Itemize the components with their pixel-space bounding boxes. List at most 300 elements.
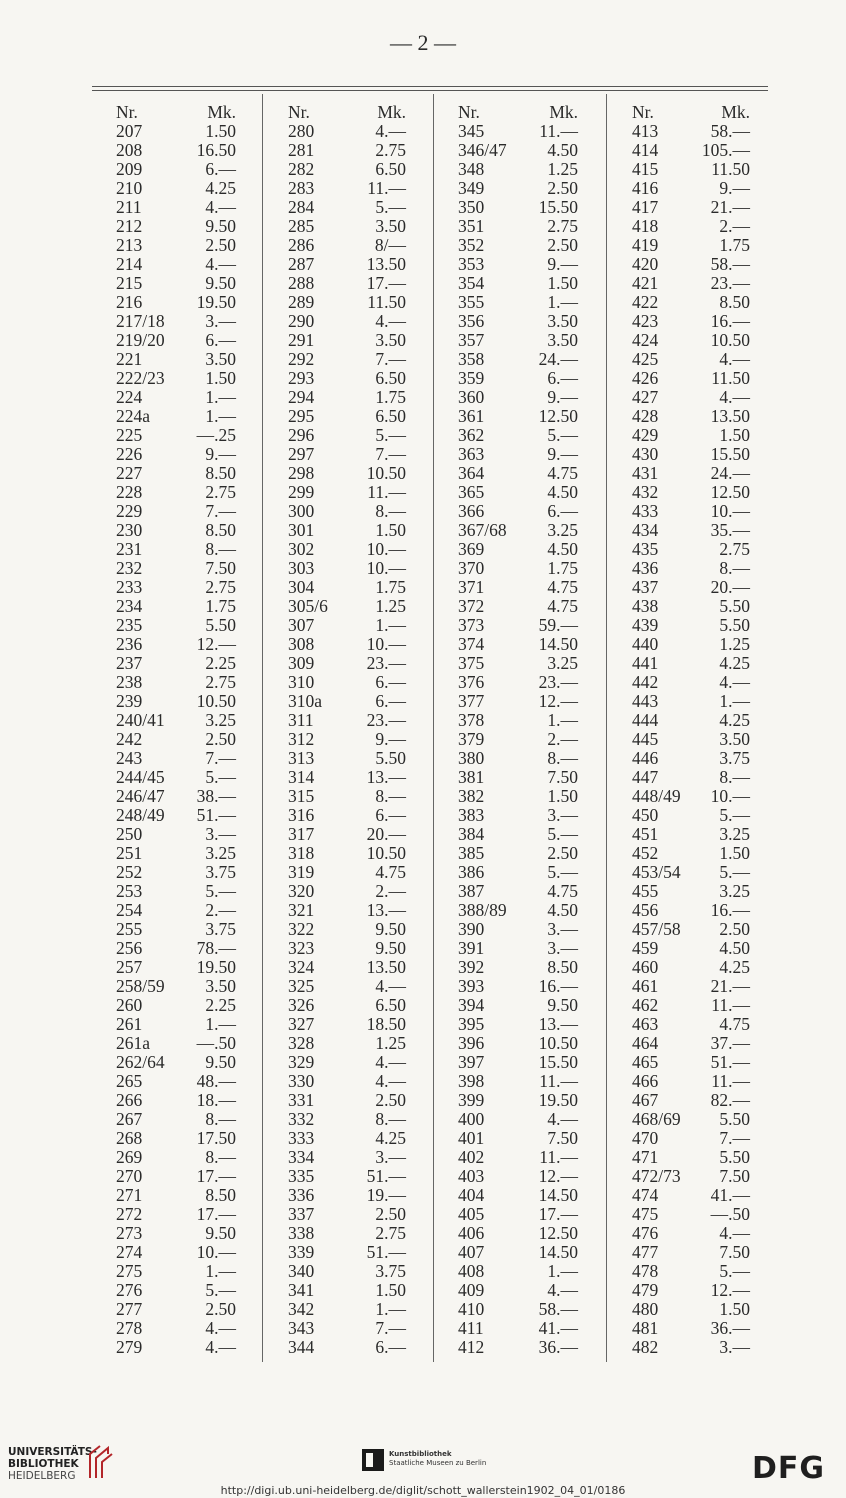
item-price: 9.— bbox=[205, 444, 236, 464]
table-row bbox=[116, 445, 236, 464]
item-price: 12.50 bbox=[538, 1223, 578, 1243]
item-price: 7.— bbox=[375, 1318, 406, 1338]
table-row bbox=[116, 711, 236, 730]
item-price: 11.— bbox=[539, 1071, 578, 1091]
table-row bbox=[458, 673, 578, 692]
item-price: 4.— bbox=[205, 254, 236, 274]
item-number: 477 bbox=[632, 1242, 659, 1262]
item-price: 3.— bbox=[205, 311, 236, 331]
item-number: 364 bbox=[458, 463, 485, 483]
table-row bbox=[458, 179, 578, 198]
item-number: 311 bbox=[288, 710, 314, 730]
table-row bbox=[116, 673, 236, 692]
item-price: 5.50 bbox=[205, 615, 236, 635]
item-price: 2.50 bbox=[375, 1204, 406, 1224]
item-number: 419 bbox=[632, 235, 659, 255]
item-number: 279 bbox=[116, 1337, 143, 1357]
source-url-link[interactable]: http://digi.ub.uni-heidelberg.de/diglit/schott_wallerstein1902_04_01/0186 bbox=[220, 1484, 626, 1497]
table-row bbox=[632, 1319, 750, 1338]
item-number: 451 bbox=[632, 824, 659, 844]
item-number: 474 bbox=[632, 1185, 659, 1205]
item-price: 18.50 bbox=[366, 1014, 406, 1034]
item-price: 6.— bbox=[375, 672, 406, 692]
table-row bbox=[458, 293, 578, 312]
item-price: 13.— bbox=[366, 900, 406, 920]
table-row bbox=[288, 312, 406, 331]
table-row bbox=[458, 198, 578, 217]
table-row bbox=[288, 1148, 406, 1167]
item-number: 416 bbox=[632, 178, 659, 198]
table-row bbox=[632, 1148, 750, 1167]
item-price: 4.— bbox=[719, 387, 750, 407]
item-number: 356 bbox=[458, 311, 485, 331]
table-row bbox=[458, 369, 578, 388]
item-number: 336 bbox=[288, 1185, 315, 1205]
item-price: 2.75 bbox=[205, 482, 236, 502]
table-row bbox=[458, 502, 578, 521]
item-price: 58.— bbox=[538, 1299, 578, 1319]
item-price: 4.— bbox=[205, 1337, 236, 1357]
item-price: 5.— bbox=[205, 881, 236, 901]
item-price: 8.— bbox=[375, 501, 406, 521]
item-price: 4.— bbox=[375, 311, 406, 331]
item-number: 373 bbox=[458, 615, 485, 635]
item-number: 234 bbox=[116, 596, 143, 616]
table-row bbox=[632, 920, 750, 939]
kb-line-1: Kunstbibliothek bbox=[389, 1450, 452, 1458]
item-number: 236 bbox=[116, 634, 143, 654]
table-row bbox=[116, 1129, 236, 1148]
item-price: 2.75 bbox=[375, 140, 406, 160]
item-price: 5.— bbox=[375, 197, 406, 217]
item-number: 349 bbox=[458, 178, 485, 198]
item-number: 421 bbox=[632, 273, 659, 293]
item-number: 422 bbox=[632, 292, 659, 312]
item-number: 461 bbox=[632, 976, 659, 996]
item-number: 260 bbox=[116, 995, 143, 1015]
table-row bbox=[288, 122, 406, 141]
item-price: 2.25 bbox=[205, 995, 236, 1015]
item-price: 5.— bbox=[547, 425, 578, 445]
table-row bbox=[116, 1110, 236, 1129]
table-row bbox=[458, 1186, 578, 1205]
table-row bbox=[458, 901, 578, 920]
header-mk: Mk. bbox=[549, 102, 578, 122]
item-number: 231 bbox=[116, 539, 143, 559]
table-row bbox=[632, 825, 750, 844]
item-number: 360 bbox=[458, 387, 485, 407]
item-number: 429 bbox=[632, 425, 659, 445]
table-row bbox=[288, 388, 406, 407]
header-nr: Nr. bbox=[116, 102, 138, 122]
item-number: 252 bbox=[116, 862, 143, 882]
table-row bbox=[632, 730, 750, 749]
item-price: 2.50 bbox=[547, 178, 578, 198]
item-number: 476 bbox=[632, 1223, 659, 1243]
item-number: 374 bbox=[458, 634, 485, 654]
item-price: 10.50 bbox=[366, 463, 406, 483]
item-number: 455 bbox=[632, 881, 659, 901]
item-number: 225 bbox=[116, 425, 143, 445]
item-number: 352 bbox=[458, 235, 485, 255]
item-price: 11.— bbox=[367, 482, 406, 502]
item-price: 3.25 bbox=[205, 843, 236, 863]
item-price: 3.— bbox=[547, 938, 578, 958]
item-number: 399 bbox=[458, 1090, 485, 1110]
item-number: 468/69 bbox=[632, 1109, 681, 1129]
table-row bbox=[116, 1167, 236, 1186]
item-price: 5.— bbox=[719, 862, 750, 882]
item-price: 7.50 bbox=[719, 1242, 750, 1262]
item-number: 299 bbox=[288, 482, 315, 502]
table-row bbox=[116, 1186, 236, 1205]
table-row bbox=[116, 483, 236, 502]
table-row bbox=[458, 958, 578, 977]
item-number: 321 bbox=[288, 900, 315, 920]
dfg-logo: DFG bbox=[752, 1451, 826, 1486]
table-row bbox=[116, 806, 236, 825]
item-price: 1.— bbox=[547, 1261, 578, 1281]
item-price: 9.— bbox=[547, 254, 578, 274]
item-price: 4.— bbox=[719, 1223, 750, 1243]
table-row bbox=[288, 1034, 406, 1053]
table-row bbox=[632, 1300, 750, 1319]
item-number: 310a bbox=[288, 691, 323, 711]
item-price: 3.25 bbox=[547, 520, 578, 540]
item-number: 278 bbox=[116, 1318, 143, 1338]
item-number: 209 bbox=[116, 159, 143, 179]
table-row bbox=[116, 122, 236, 141]
item-number: 214 bbox=[116, 254, 143, 274]
item-price: 2.— bbox=[719, 216, 750, 236]
item-price: 7.— bbox=[375, 444, 406, 464]
item-number: 330 bbox=[288, 1071, 315, 1091]
item-number: 351 bbox=[458, 216, 485, 236]
item-price: 9.50 bbox=[205, 273, 236, 293]
item-number: 444 bbox=[632, 710, 659, 730]
table-row bbox=[288, 768, 406, 787]
table-row bbox=[288, 1205, 406, 1224]
table-row bbox=[288, 692, 406, 711]
item-number: 457/58 bbox=[632, 919, 681, 939]
item-price: 3.— bbox=[205, 824, 236, 844]
item-price: 11.— bbox=[539, 1147, 578, 1167]
item-price: 3.25 bbox=[719, 824, 750, 844]
table-row bbox=[116, 825, 236, 844]
table-row bbox=[116, 578, 236, 597]
item-number: 355 bbox=[458, 292, 485, 312]
item-price: 4.— bbox=[719, 672, 750, 692]
table-row bbox=[632, 939, 750, 958]
table-row bbox=[288, 1053, 406, 1072]
table-row bbox=[458, 540, 578, 559]
item-number: 268 bbox=[116, 1128, 143, 1148]
item-number: 332 bbox=[288, 1109, 315, 1129]
item-number: 346/47 bbox=[458, 140, 507, 160]
item-number: 482 bbox=[632, 1337, 659, 1357]
item-price: 1.25 bbox=[719, 634, 750, 654]
item-number: 434 bbox=[632, 520, 659, 540]
item-number: 439 bbox=[632, 615, 659, 635]
item-price: 7.— bbox=[205, 501, 236, 521]
table-row bbox=[458, 407, 578, 426]
table-row bbox=[116, 1224, 236, 1243]
item-price: 1.75 bbox=[375, 577, 406, 597]
table-row bbox=[632, 141, 750, 160]
table-row bbox=[458, 1072, 578, 1091]
item-number: 370 bbox=[458, 558, 485, 578]
table-row bbox=[458, 863, 578, 882]
item-price: 41.— bbox=[538, 1318, 578, 1338]
item-number: 384 bbox=[458, 824, 485, 844]
item-price: 15.50 bbox=[710, 444, 750, 464]
item-number: 297 bbox=[288, 444, 315, 464]
table-row bbox=[116, 1034, 236, 1053]
item-price: 4.— bbox=[375, 976, 406, 996]
table-row bbox=[632, 312, 750, 331]
item-price: 3.50 bbox=[719, 729, 750, 749]
item-price: 11.— bbox=[711, 995, 750, 1015]
table-row bbox=[116, 1053, 236, 1072]
item-number: 248/49 bbox=[116, 805, 165, 825]
table-row bbox=[288, 1300, 406, 1319]
item-number: 406 bbox=[458, 1223, 485, 1243]
item-price: 51.— bbox=[196, 805, 236, 825]
item-number: 342 bbox=[288, 1299, 315, 1319]
table-row bbox=[632, 217, 750, 236]
item-price: 5.50 bbox=[719, 615, 750, 635]
university-library-logo-icon bbox=[86, 1442, 116, 1482]
item-price: 1.75 bbox=[205, 596, 236, 616]
item-price: 2.50 bbox=[205, 729, 236, 749]
item-price: 8.50 bbox=[719, 292, 750, 312]
item-price: 1.50 bbox=[719, 843, 750, 863]
price-column-2 bbox=[288, 103, 406, 1357]
item-number: 348 bbox=[458, 159, 485, 179]
header-nr: Nr. bbox=[288, 102, 310, 122]
item-number: 307 bbox=[288, 615, 315, 635]
table-row bbox=[116, 1148, 236, 1167]
item-number: 302 bbox=[288, 539, 315, 559]
kunstbibliothek-logo-icon bbox=[362, 1449, 384, 1471]
item-price: 4.50 bbox=[719, 938, 750, 958]
item-price: 21.— bbox=[710, 197, 750, 217]
table-row bbox=[116, 882, 236, 901]
item-price: 48.— bbox=[196, 1071, 236, 1091]
item-price: 51.— bbox=[710, 1052, 750, 1072]
item-price: 16.— bbox=[710, 900, 750, 920]
item-price: 35.— bbox=[710, 520, 750, 540]
item-number: 300 bbox=[288, 501, 315, 521]
table-row bbox=[632, 274, 750, 293]
table-row bbox=[458, 654, 578, 673]
item-price: 82.— bbox=[710, 1090, 750, 1110]
item-price: 4.75 bbox=[719, 1014, 750, 1034]
item-price: 3.50 bbox=[205, 349, 236, 369]
item-price: 2.50 bbox=[375, 1090, 406, 1110]
item-number: 294 bbox=[288, 387, 315, 407]
table-row bbox=[458, 768, 578, 787]
item-price: 3.25 bbox=[205, 710, 236, 730]
item-number: 467 bbox=[632, 1090, 659, 1110]
table-row bbox=[632, 559, 750, 578]
table-row bbox=[632, 692, 750, 711]
table-row bbox=[632, 1091, 750, 1110]
table-row bbox=[116, 559, 236, 578]
item-number: 240/41 bbox=[116, 710, 165, 730]
table-row bbox=[458, 122, 578, 141]
item-price: 10.— bbox=[196, 1242, 236, 1262]
item-number: 391 bbox=[458, 938, 485, 958]
item-number: 430 bbox=[632, 444, 659, 464]
table-row bbox=[458, 1243, 578, 1262]
item-price: 21.— bbox=[710, 976, 750, 996]
item-price: 23.— bbox=[366, 710, 406, 730]
item-price: 5.50 bbox=[719, 1109, 750, 1129]
item-number: 238 bbox=[116, 672, 143, 692]
item-price: 58.— bbox=[710, 121, 750, 141]
table-row bbox=[632, 996, 750, 1015]
item-number: 265 bbox=[116, 1071, 143, 1091]
item-price: 6.— bbox=[547, 501, 578, 521]
item-price: 6.50 bbox=[375, 368, 406, 388]
item-number: 280 bbox=[288, 121, 315, 141]
column-header bbox=[116, 103, 236, 122]
item-price: 15.50 bbox=[538, 197, 578, 217]
table-row bbox=[458, 445, 578, 464]
uni-line-3: HEIDELBERG bbox=[8, 1470, 76, 1482]
table-row bbox=[458, 730, 578, 749]
item-price: 20.— bbox=[366, 824, 406, 844]
item-price: 59.— bbox=[538, 615, 578, 635]
table-row bbox=[288, 331, 406, 350]
table-row bbox=[632, 1034, 750, 1053]
table-row bbox=[288, 483, 406, 502]
item-number: 372 bbox=[458, 596, 485, 616]
item-price: 8.— bbox=[375, 1109, 406, 1129]
table-row bbox=[632, 1015, 750, 1034]
table-row bbox=[288, 559, 406, 578]
item-number: 413 bbox=[632, 121, 659, 141]
item-number: 281 bbox=[288, 140, 315, 160]
item-number: 424 bbox=[632, 330, 659, 350]
table-row bbox=[116, 1243, 236, 1262]
table-row bbox=[458, 141, 578, 160]
item-price: 13.50 bbox=[366, 254, 406, 274]
item-price: 9.50 bbox=[375, 919, 406, 939]
item-number: 394 bbox=[458, 995, 485, 1015]
item-number: 396 bbox=[458, 1033, 485, 1053]
table-row bbox=[458, 1091, 578, 1110]
footer bbox=[0, 1428, 846, 1498]
item-price: 20.— bbox=[710, 577, 750, 597]
table-row bbox=[632, 787, 750, 806]
item-price: 16.50 bbox=[196, 140, 236, 160]
table-row bbox=[288, 730, 406, 749]
table-row bbox=[458, 1319, 578, 1338]
item-price: 51.— bbox=[366, 1242, 406, 1262]
table-row bbox=[458, 1129, 578, 1148]
table-row bbox=[458, 1224, 578, 1243]
item-number: 361 bbox=[458, 406, 485, 426]
item-number: 309 bbox=[288, 653, 315, 673]
table-row bbox=[458, 350, 578, 369]
table-row bbox=[458, 521, 578, 540]
item-number: 354 bbox=[458, 273, 485, 293]
item-price: 8/— bbox=[374, 235, 406, 255]
item-price: 8.— bbox=[205, 1109, 236, 1129]
item-number: 318 bbox=[288, 843, 315, 863]
table-row bbox=[288, 635, 406, 654]
item-number: 350 bbox=[458, 197, 485, 217]
item-number: 378 bbox=[458, 710, 485, 730]
item-price: 1.25 bbox=[375, 1033, 406, 1053]
item-price: 1.— bbox=[719, 691, 750, 711]
item-price: 3.50 bbox=[547, 311, 578, 331]
table-row bbox=[632, 1072, 750, 1091]
item-price: 14.50 bbox=[538, 1242, 578, 1262]
item-price: 41.— bbox=[710, 1185, 750, 1205]
table-row bbox=[632, 749, 750, 768]
table-row bbox=[632, 122, 750, 141]
university-library-logo-text bbox=[8, 1446, 97, 1482]
item-number: 270 bbox=[116, 1166, 143, 1186]
table-row bbox=[116, 274, 236, 293]
item-number: 404 bbox=[458, 1185, 485, 1205]
item-price: 5.50 bbox=[719, 1147, 750, 1167]
item-price: 6.— bbox=[547, 368, 578, 388]
table-row bbox=[632, 540, 750, 559]
item-number: 405 bbox=[458, 1204, 485, 1224]
item-number: 338 bbox=[288, 1223, 315, 1243]
item-number: 452 bbox=[632, 843, 659, 863]
item-price: 9.50 bbox=[375, 938, 406, 958]
item-price: 4.— bbox=[719, 349, 750, 369]
item-number: 375 bbox=[458, 653, 485, 673]
header-nr: Nr. bbox=[458, 102, 480, 122]
item-price: 12.— bbox=[538, 691, 578, 711]
item-number: 392 bbox=[458, 957, 485, 977]
item-number: 408 bbox=[458, 1261, 485, 1281]
item-price: 19.50 bbox=[538, 1090, 578, 1110]
item-price: 1.50 bbox=[375, 520, 406, 540]
item-price: 38.— bbox=[196, 786, 236, 806]
item-number: 432 bbox=[632, 482, 659, 502]
table-row bbox=[632, 1224, 750, 1243]
table-row bbox=[116, 787, 236, 806]
table-row bbox=[458, 388, 578, 407]
table-row bbox=[458, 160, 578, 179]
item-price: 10.— bbox=[366, 539, 406, 559]
item-price: 2.75 bbox=[547, 216, 578, 236]
table-row bbox=[116, 388, 236, 407]
item-price: 4.75 bbox=[547, 881, 578, 901]
table-row bbox=[458, 920, 578, 939]
item-price: 2.— bbox=[205, 900, 236, 920]
item-price: 4.25 bbox=[719, 957, 750, 977]
table-row bbox=[116, 1262, 236, 1281]
item-number: 301 bbox=[288, 520, 315, 540]
item-price: 4.25 bbox=[719, 653, 750, 673]
item-price: 1.50 bbox=[375, 1280, 406, 1300]
item-price: 2.50 bbox=[547, 235, 578, 255]
item-number: 282 bbox=[288, 159, 315, 179]
table-row bbox=[288, 540, 406, 559]
item-number: 343 bbox=[288, 1318, 315, 1338]
item-number: 386 bbox=[458, 862, 485, 882]
table-row bbox=[288, 1110, 406, 1129]
item-number: 443 bbox=[632, 691, 659, 711]
